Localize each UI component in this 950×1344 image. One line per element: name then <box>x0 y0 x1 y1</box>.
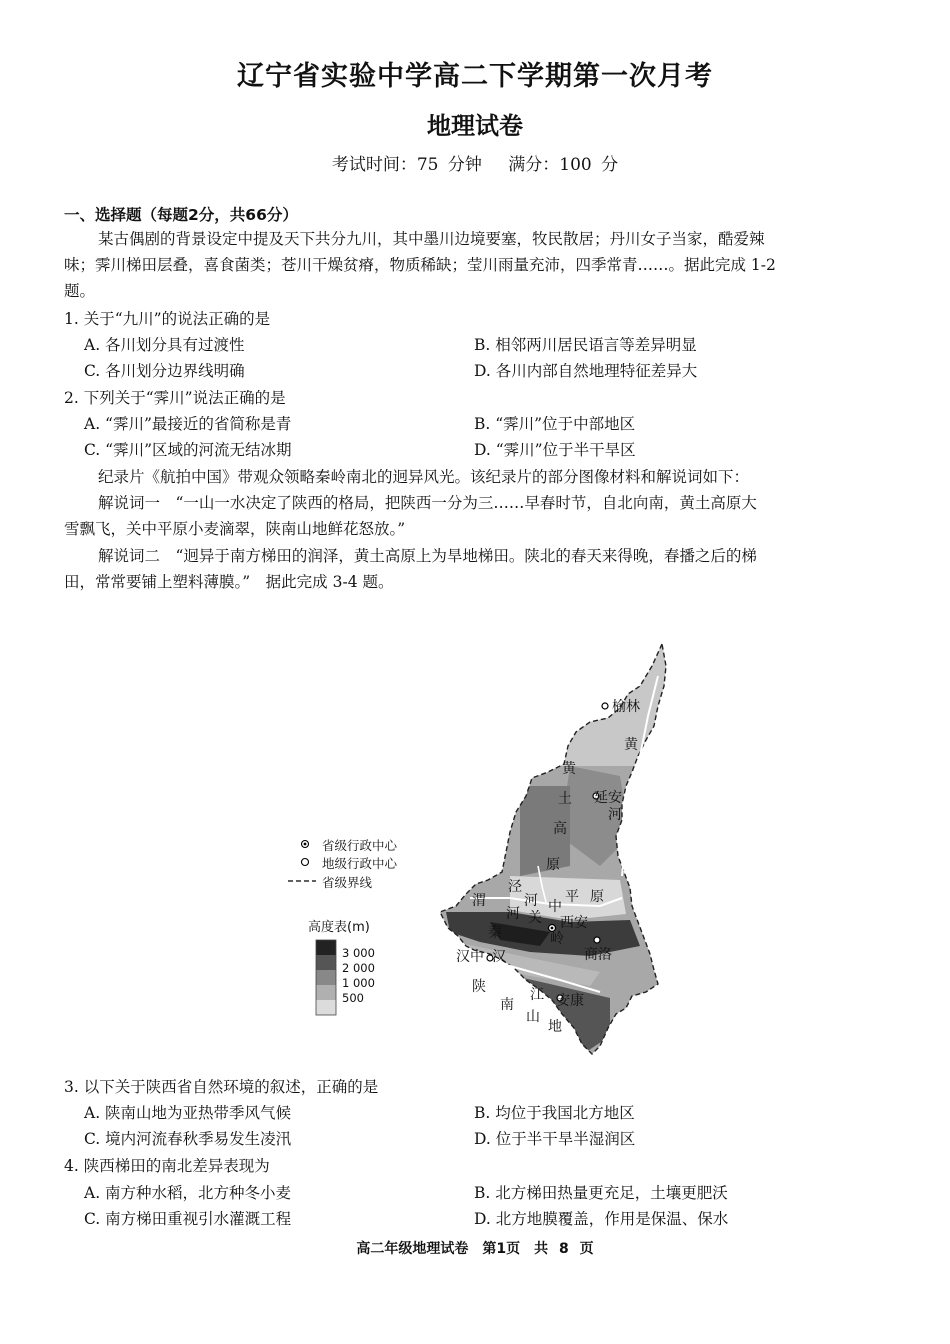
q3-option-a[interactable]: A. 陕南山地为亚热带季风气候 <box>84 1104 292 1122</box>
legend-provincial-center: 省级行政中心 <box>322 838 398 853</box>
label-gao: 高 <box>553 821 567 837</box>
page-footer: 高二年级地理试卷 第1页 共 8 页 <box>356 1241 594 1257</box>
passage2-line5: 田，常常要铺上塑料薄膜。” 据此完成 3-4 题。 <box>64 573 394 591</box>
q1-option-d[interactable]: D. 各川内部自然地理特征差异大 <box>474 362 698 380</box>
label-xian: 西安 <box>560 915 588 931</box>
label-han: 汉 <box>492 949 506 965</box>
elevation-swatch-5 <box>316 1000 336 1015</box>
label-guan: 关 <box>528 910 542 926</box>
label-nan: 南 <box>500 997 514 1013</box>
yulin-marker <box>602 703 608 709</box>
elevation-tick-2000: 2 000 <box>342 961 375 975</box>
label-ping: 平 <box>565 889 579 905</box>
label-qin: 秦 <box>488 925 502 941</box>
q3-option-d[interactable]: D. 位于半干旱半湿润区 <box>474 1130 636 1148</box>
passage1-line1: 某古偶剧的背景设定中提及天下共分九川，其中墨川边境要塞，牧民散居；丹川女子当家，酷爱辣 <box>98 230 765 248</box>
legend-boundary: 省级界线 <box>322 875 373 890</box>
passage2-line4: 解说词二 “迥异于南方梯田的润泽，黄土高原上为旱地梯田。陕北的春天来得晚，春播之后的梯 <box>98 547 757 565</box>
elevation-swatch-1 <box>316 940 336 955</box>
elevation-swatch-3 <box>316 970 336 985</box>
label-huang-plateau: 黄 <box>562 761 576 777</box>
label-jiang: 江 <box>530 987 544 1003</box>
label-huang-river: 黄 <box>624 737 638 753</box>
q2-option-b[interactable]: B. “霁川”位于中部地区 <box>474 415 636 433</box>
elevation-tick-3000: 3 000 <box>342 946 375 960</box>
q3-option-c[interactable]: C. 境内河流春秋季易发生凌汛 <box>84 1130 292 1148</box>
label-yulin: 榆林 <box>612 699 640 715</box>
label-wei: 渭 <box>472 893 486 909</box>
exam-info: 考试时间：75 分钟 满分：100 分 <box>331 155 619 175</box>
q3-stem: 3. 以下关于陕西省自然环境的叙述，正确的是 <box>64 1078 379 1096</box>
label-shangluo: 商洛 <box>584 947 612 963</box>
label-he3: 河 <box>506 906 520 922</box>
elevation-tick-500: 500 <box>342 991 364 1005</box>
label-jing: 泾 <box>508 879 522 895</box>
q4-option-b[interactable]: B. 北方梯田热量更充足，土壤更肥沃 <box>474 1184 728 1202</box>
section-heading: 一、选择题（每题2分，共66分） <box>64 206 298 224</box>
label-he2: 河 <box>524 893 538 909</box>
q4-option-d[interactable]: D. 北方地膜覆盖，作用是保温、保水 <box>474 1210 729 1228</box>
label-ling: 岭 <box>550 931 564 947</box>
q1-option-a[interactable]: A. 各川划分具有过渡性 <box>84 336 245 354</box>
passage2-line3: 雪飘飞，关中平原小麦滴翠，陕南山地鲜花怒放。” <box>64 520 406 538</box>
q2-option-d[interactable]: D. “霁川”位于半干旱区 <box>474 441 636 459</box>
prefecture-center-symbol <box>302 859 309 866</box>
shangluo-marker <box>594 937 600 943</box>
elevation-swatch-2 <box>316 955 336 970</box>
passage1-line2: 味；霁川梯田层叠，喜食菌类；苍川干燥贫瘠，物质稀缺；莹川雨量充沛，四季常青……。据此完成 1-2 <box>64 256 776 274</box>
elevation-tick-1000: 1 000 <box>342 976 375 990</box>
label-ankang: 安康 <box>556 993 584 1009</box>
legend-prefecture-center: 地级行政中心 <box>322 856 398 871</box>
label-yanan: 延安 <box>594 790 622 806</box>
passage1-line3: 题。 <box>64 282 96 300</box>
q1-option-b[interactable]: B. 相邻两川居民语言等差异明显 <box>474 336 697 354</box>
q4-option-a[interactable]: A. 南方种水稻，北方种冬小麦 <box>84 1184 292 1202</box>
passage2-line2: 解说词一 “一山一水决定了陕西的格局，把陕西一分为三……早春时节，自北向南，黄土高原大 <box>98 494 757 512</box>
q3-option-b[interactable]: B. 均位于我国北方地区 <box>474 1104 635 1122</box>
q2-option-c[interactable]: C. “霁川”区域的河流无结冰期 <box>84 441 292 459</box>
elevation-swatch-4 <box>316 985 336 1000</box>
q4-option-c[interactable]: C. 南方梯田重视引水灌溉工程 <box>84 1210 292 1228</box>
label-tu: 土 <box>558 791 572 807</box>
exam-title: 辽宁省实验中学高二下学期第一次月考 <box>237 61 713 92</box>
label-yuan2: 原 <box>590 889 604 905</box>
q4-stem: 4. 陕西梯田的南北差异表现为 <box>64 1157 270 1175</box>
q2-option-a[interactable]: A. “霁川”最接近的省简称是青 <box>84 415 292 433</box>
label-shan2: 山 <box>526 1009 540 1025</box>
subject-title: 地理试卷 <box>427 112 523 140</box>
label-zhong: 中 <box>548 899 562 915</box>
label-di: 地 <box>548 1019 562 1035</box>
passage2-line1: 纪录片《航拍中国》带观众领略秦岭南北的迥异风光。该纪录片的部分图像材料和解说词如下： <box>98 468 750 486</box>
label-hanzhong: 汉中 <box>456 949 484 965</box>
q2-stem: 2. 下列关于“霁川”说法正确的是 <box>64 389 286 407</box>
label-yuan: 原 <box>546 857 560 873</box>
legend-elevation-title: 高度表(m) <box>308 920 370 935</box>
q1-option-c[interactable]: C. 各川划分边界线明确 <box>84 362 245 380</box>
q1-stem: 1. 关于“九川”的说法正确的是 <box>64 310 271 328</box>
label-shan: 陕 <box>472 979 486 995</box>
label-he: 河 <box>608 807 622 823</box>
